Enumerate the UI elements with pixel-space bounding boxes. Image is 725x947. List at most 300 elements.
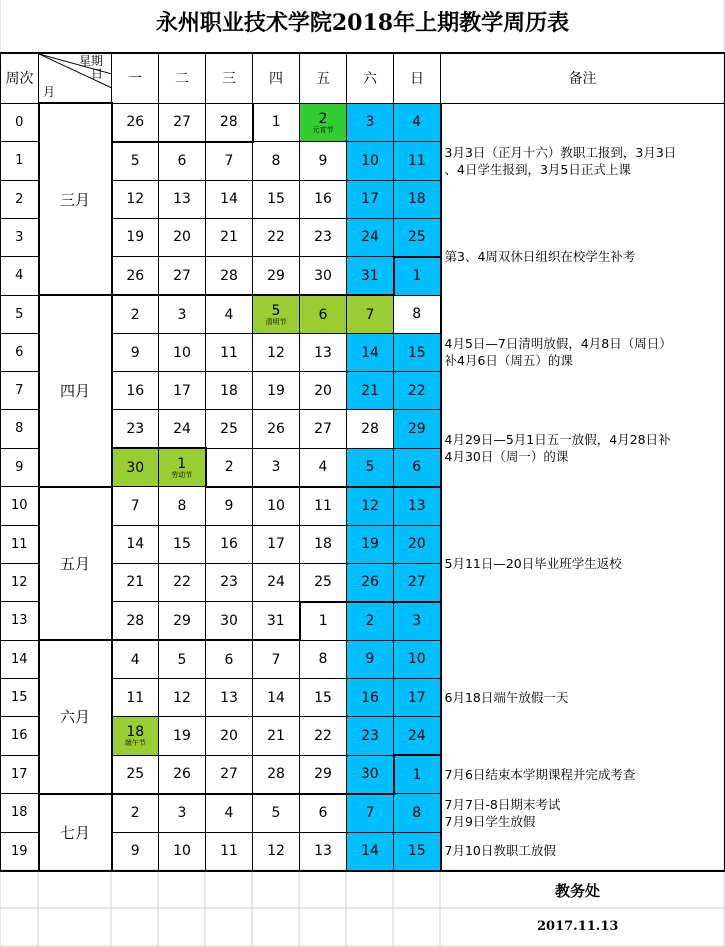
day-number: 29 <box>267 267 285 284</box>
day-number: 8 <box>177 497 187 514</box>
day-number: 28 <box>220 267 238 284</box>
day-header-mon: 一 <box>112 53 159 103</box>
day-cell-fri <box>300 410 347 449</box>
day-cell-tue <box>159 832 206 871</box>
day-number: 13 <box>220 689 238 706</box>
day-cell-tue <box>159 563 206 602</box>
calendar-table <box>0 52 725 872</box>
day-cell-thu <box>253 602 300 641</box>
day-cell-sat <box>347 372 394 410</box>
day-number: 15 <box>407 843 426 859</box>
day-header-sat: 六 <box>347 53 394 103</box>
day-number: 29 <box>173 612 191 629</box>
day-header-sun: 日 <box>394 53 441 103</box>
day-number: 1 <box>271 114 281 131</box>
day-number: 22 <box>173 574 191 591</box>
day-number: 8 <box>412 804 422 821</box>
day-number: 14 <box>220 191 238 207</box>
day-cell-tue <box>159 794 206 833</box>
day-number: 20 <box>314 382 332 399</box>
day-number: 2 <box>130 805 140 821</box>
day-number: 5 <box>271 303 281 319</box>
day-cell-sun <box>394 602 441 641</box>
month-label: 七月 <box>39 794 112 871</box>
day-cell-sat <box>347 103 394 142</box>
day-cell-sun <box>394 334 441 372</box>
day-cell-mon <box>112 487 159 526</box>
day-number: 26 <box>173 766 191 782</box>
day-number: 24 <box>173 420 191 437</box>
day-cell-sat <box>347 717 394 756</box>
day-number: 19 <box>267 382 285 399</box>
remarks-header: 备注 <box>441 53 725 103</box>
remark-line: 4月5日—7日清明放假，4月8日（周日） <box>444 336 672 352</box>
day-number: 12 <box>126 191 145 207</box>
week-number: 2 <box>1 180 39 218</box>
day-number: 2 <box>130 306 140 323</box>
day-number: 9 <box>318 152 328 169</box>
day-cell-fri <box>300 640 347 679</box>
day-number: 10 <box>361 152 379 169</box>
day-cell-tue <box>159 257 206 296</box>
day-number: 27 <box>173 114 191 130</box>
day-number: 21 <box>126 574 145 591</box>
day-cell-sun <box>394 640 441 679</box>
week-number: 16 <box>1 717 39 756</box>
day-number: 16 <box>314 191 332 207</box>
day-number: 2 <box>365 613 375 629</box>
remark-cell <box>441 794 725 833</box>
day-cell-mon <box>112 142 159 181</box>
day-number: 25 <box>314 574 332 590</box>
day-cell-sat <box>347 257 394 296</box>
day-number: 24 <box>267 574 285 591</box>
day-number: 31 <box>266 612 285 629</box>
day-cell-tue <box>159 487 206 526</box>
day-cell-sun <box>394 103 441 142</box>
day-cell-sun <box>394 142 441 181</box>
month-label: 六月 <box>39 640 112 794</box>
day-cell-fri <box>300 257 347 296</box>
remark-line: 3月3日（正月十六）教职工报到，3月3日 <box>444 144 677 160</box>
day-number: 4 <box>224 805 234 821</box>
day-cell-thu <box>253 103 300 142</box>
day-number: 7 <box>365 306 375 323</box>
week-number: 0 <box>1 103 39 142</box>
day-cell-tue <box>159 525 206 563</box>
day-cell-tue <box>159 410 206 449</box>
day-cell-fri <box>300 142 347 181</box>
festival-label: 端午节 <box>124 739 146 748</box>
day-cell-fri <box>300 602 347 641</box>
day-number: 25 <box>126 766 145 782</box>
day-cell-fri <box>300 679 347 717</box>
remark-line: 4月29日—5月1日五一放假，4月28日补 <box>444 432 671 447</box>
day-number: 7 <box>224 153 234 169</box>
day-header-thu: 四 <box>253 53 300 103</box>
day-cell-wed <box>206 794 253 833</box>
day-number: 18 <box>220 382 238 399</box>
day-cell-sun <box>394 257 441 296</box>
day-number: 12 <box>267 344 285 361</box>
week-number: 3 <box>1 218 39 257</box>
day-number: 23 <box>220 574 238 591</box>
day-cell-sun <box>394 448 441 487</box>
page-title: 永州职业技术学院2018年上期教学周历表 <box>155 10 570 36</box>
day-number: 3 <box>365 114 375 131</box>
day-cell-wed <box>206 410 253 449</box>
day-number: 4 <box>224 306 234 323</box>
day-cell-sun <box>394 717 441 756</box>
remark-cell <box>441 832 725 871</box>
day-number: 20 <box>407 536 426 552</box>
day-cell-mon <box>112 525 159 563</box>
day-number: 24 <box>361 229 379 246</box>
day-number: 3 <box>177 306 187 323</box>
day-cell-sun <box>394 180 441 218</box>
day-number: 27 <box>220 766 238 782</box>
day-number: 9 <box>130 843 140 859</box>
issue-date: 2017.11.13 <box>537 919 619 934</box>
day-number: 25 <box>220 420 238 437</box>
day-number: 17 <box>407 689 426 706</box>
day-cell-thu <box>253 487 300 526</box>
corner-label-day: 日 <box>91 67 104 81</box>
day-number: 23 <box>314 229 332 246</box>
corner-label-month: 月 <box>43 85 56 99</box>
day-number: 11 <box>126 689 145 706</box>
day-number: 6 <box>177 153 187 169</box>
day-number: 13 <box>173 191 191 207</box>
day-cell-thu <box>253 410 300 449</box>
day-number: 17 <box>173 382 191 399</box>
day-number: 5 <box>177 651 187 668</box>
day-cell-tue <box>159 295 206 334</box>
day-number: 31 <box>360 267 379 284</box>
day-number: 14 <box>267 689 285 706</box>
day-number: 28 <box>219 114 238 130</box>
week-row <box>1 103 725 142</box>
day-cell-sat <box>347 218 394 257</box>
day-cell-fri <box>300 103 347 142</box>
day-cell-wed <box>206 755 253 794</box>
day-cell-tue <box>159 602 206 641</box>
day-cell-sat <box>347 334 394 372</box>
day-cell-wed <box>206 717 253 756</box>
day-number: 10 <box>407 651 426 668</box>
day-cell-mon <box>112 563 159 602</box>
remark-cell <box>441 103 725 218</box>
week-col-header: 周次 <box>1 53 39 103</box>
day-cell-sat <box>347 679 394 717</box>
day-cell-thu <box>253 563 300 602</box>
day-number: 26 <box>126 267 145 284</box>
day-number: 7 <box>365 805 375 821</box>
day-number: 6 <box>224 651 234 668</box>
remark-line: 7月7日-8日期末考试 <box>444 796 561 812</box>
day-cell-thu <box>253 525 300 563</box>
day-number: 8 <box>318 651 328 668</box>
day-cell-sat <box>347 832 394 871</box>
day-cell-thu <box>253 755 300 794</box>
header-row <box>1 53 725 103</box>
day-number: 3 <box>177 805 187 821</box>
day-cell-sat <box>347 602 394 641</box>
day-cell-fri <box>300 448 347 487</box>
week-number: 12 <box>1 563 39 602</box>
festival-label: 元宵节 <box>312 125 334 134</box>
day-number: 16 <box>361 689 379 706</box>
day-number: 28 <box>267 766 285 782</box>
day-cell-sun <box>394 372 441 410</box>
day-cell-sun <box>394 794 441 833</box>
day-number: 30 <box>314 267 332 284</box>
day-cell-sat <box>347 563 394 602</box>
day-number: 13 <box>314 843 332 859</box>
day-number: 4 <box>318 459 328 475</box>
day-cell-thu <box>253 832 300 871</box>
day-number: 29 <box>314 766 332 782</box>
day-cell-tue <box>159 372 206 410</box>
week-number: 13 <box>1 602 39 641</box>
day-number: 9 <box>224 498 234 514</box>
day-number: 10 <box>173 344 191 361</box>
day-number: 28 <box>126 612 145 629</box>
day-number: 12 <box>361 498 379 514</box>
day-number: 27 <box>173 267 191 284</box>
week-number: 11 <box>1 525 39 563</box>
day-cell-thu <box>253 448 300 487</box>
day-cell-wed <box>206 334 253 372</box>
day-number: 21 <box>361 382 379 399</box>
day-number: 2 <box>318 110 328 127</box>
day-number: 20 <box>173 229 191 246</box>
day-cell-wed <box>206 602 253 641</box>
day-cell-thu <box>253 142 300 181</box>
day-cell-sun <box>394 410 441 449</box>
day-cell-mon <box>112 755 159 794</box>
day-cell-fri <box>300 218 347 257</box>
day-cell-thu <box>253 257 300 296</box>
week-number: 10 <box>1 487 39 526</box>
day-cell-thu <box>253 679 300 717</box>
day-cell-tue <box>159 334 206 372</box>
day-cell-tue <box>159 640 206 679</box>
day-cell-mon <box>112 832 159 871</box>
day-number: 19 <box>361 536 379 552</box>
day-number: 3 <box>271 459 281 475</box>
day-cell-fri <box>300 372 347 410</box>
day-cell-wed <box>206 832 253 871</box>
day-number: 12 <box>173 689 191 706</box>
remark-cell <box>441 295 725 410</box>
day-number: 16 <box>220 536 238 552</box>
day-header-fri: 五 <box>300 53 347 103</box>
day-cell-sat <box>347 448 394 487</box>
day-cell-mon <box>112 372 159 410</box>
day-cell-sun <box>394 218 441 257</box>
day-cell-wed <box>206 679 253 717</box>
day-number: 5 <box>365 459 375 475</box>
day-number: 18 <box>407 191 426 207</box>
day-cell-wed <box>206 295 253 334</box>
remark-line: 5月11日—20日毕业班学生返校 <box>444 555 622 571</box>
remark-line: 6月18日端午放假一天 <box>444 690 569 705</box>
week-row <box>1 794 725 833</box>
day-cell-sun <box>394 832 441 871</box>
day-cell-fri <box>300 563 347 602</box>
day-cell-fri <box>300 180 347 218</box>
day-cell-wed <box>206 563 253 602</box>
day-number: 2 <box>224 459 234 475</box>
corner-label-weekday: 星期 <box>79 54 104 68</box>
day-cell-sun <box>394 487 441 526</box>
day-cell-mon <box>112 794 159 833</box>
day-cell-mon <box>112 334 159 372</box>
day-cell-thu <box>253 717 300 756</box>
day-cell-thu <box>253 794 300 833</box>
week-number: 15 <box>1 679 39 717</box>
day-number: 18 <box>314 536 332 552</box>
day-cell-thu <box>253 334 300 372</box>
month-label: 四月 <box>39 295 112 487</box>
day-number: 1 <box>412 268 422 284</box>
remark-line: 7月10日教职工放假 <box>444 843 556 859</box>
day-cell-wed <box>206 640 253 679</box>
day-cell-fri <box>300 794 347 833</box>
day-number: 30 <box>360 766 379 782</box>
week-number: 14 <box>1 640 39 679</box>
day-number: 7 <box>271 651 281 668</box>
day-number: 5 <box>130 153 140 169</box>
day-cell-wed <box>206 142 253 181</box>
day-number: 22 <box>267 229 285 246</box>
day-cell-wed <box>206 180 253 218</box>
day-cell-mon <box>112 602 159 641</box>
day-cell-sat <box>347 180 394 218</box>
day-number: 21 <box>220 229 238 246</box>
day-number: 21 <box>267 727 285 744</box>
day-number: 29 <box>407 420 426 437</box>
day-cell-fri <box>300 487 347 526</box>
week-number: 6 <box>1 334 39 372</box>
day-number: 15 <box>173 536 191 552</box>
day-number: 26 <box>361 574 379 590</box>
day-number: 23 <box>361 727 379 744</box>
remark-line: 补4月6日（周五）的课 <box>444 353 573 369</box>
day-header-wed: 三 <box>206 53 253 103</box>
day-number: 6 <box>412 459 422 475</box>
day-cell-mon <box>112 103 159 142</box>
day-number: 11 <box>220 344 238 361</box>
day-cell-wed <box>206 525 253 563</box>
day-number: 12 <box>267 843 285 859</box>
month-day-corner-header <box>39 53 112 103</box>
day-cell-tue <box>159 448 206 487</box>
week-row <box>1 487 725 526</box>
day-cell-fri <box>300 295 347 334</box>
day-number: 11 <box>314 498 332 514</box>
day-cell-sat <box>347 410 394 449</box>
day-cell-mon <box>112 257 159 296</box>
day-cell-tue <box>159 679 206 717</box>
day-cell-sun <box>394 525 441 563</box>
day-cell-fri <box>300 755 347 794</box>
day-number: 26 <box>126 114 145 130</box>
day-number: 15 <box>267 191 285 207</box>
day-cell-sun <box>394 563 441 602</box>
day-number: 22 <box>314 727 332 744</box>
remark-cell <box>441 410 725 487</box>
week-number: 9 <box>1 448 39 487</box>
day-number: 27 <box>314 420 332 437</box>
day-cell-tue <box>159 218 206 257</box>
issuing-office: 教务处 <box>555 882 601 900</box>
day-number: 16 <box>126 382 145 399</box>
day-number: 9 <box>130 344 140 361</box>
week-number: 7 <box>1 372 39 410</box>
day-cell-sat <box>347 755 394 794</box>
day-number: 9 <box>365 651 375 668</box>
day-number: 6 <box>318 805 328 821</box>
week-number: 17 <box>1 755 39 794</box>
day-number: 17 <box>267 536 285 552</box>
remark-line: 第3、4周双休日组织在校学生补考 <box>444 249 636 264</box>
day-number: 15 <box>314 689 332 706</box>
day-number: 7 <box>130 497 140 514</box>
day-cell-mon <box>112 218 159 257</box>
day-number: 20 <box>220 727 238 744</box>
day-number: 19 <box>173 727 191 744</box>
day-cell-tue <box>159 103 206 142</box>
month-label: 三月 <box>39 103 112 295</box>
day-cell-fri <box>300 525 347 563</box>
day-number: 6 <box>318 306 328 323</box>
day-number: 11 <box>407 152 426 169</box>
remark-line: 7月6日结束本学期课程并完成考查 <box>444 766 636 782</box>
day-number: 28 <box>361 420 379 437</box>
day-number: 11 <box>220 843 238 859</box>
day-cell-mon <box>112 640 159 679</box>
day-number: 18 <box>126 724 145 741</box>
week-number: 8 <box>1 410 39 449</box>
day-cell-fri <box>300 832 347 871</box>
day-cell-wed <box>206 448 253 487</box>
remark-cell <box>441 218 725 295</box>
day-cell-tue <box>159 180 206 218</box>
day-header-tue: 二 <box>159 53 206 103</box>
day-cell-thu <box>253 180 300 218</box>
remark-line: 7月9日学生放假 <box>444 813 536 829</box>
day-number: 22 <box>407 382 426 399</box>
day-number: 14 <box>361 344 379 361</box>
festival-label: 清明节 <box>265 318 287 326</box>
remark-line: 、4日学生报到，3月5日正式上课 <box>444 161 631 177</box>
day-number: 23 <box>126 420 145 437</box>
day-number: 13 <box>314 344 332 361</box>
day-number: 15 <box>407 344 426 361</box>
day-cell-fri <box>300 717 347 756</box>
day-cell-mon <box>112 410 159 449</box>
day-cell-wed <box>206 257 253 296</box>
day-number: 19 <box>126 229 145 246</box>
day-number: 4 <box>412 114 422 131</box>
remark-line: 4月30日（周一）的课 <box>444 449 569 464</box>
day-cell-sat <box>347 487 394 526</box>
remark-cell <box>441 487 725 641</box>
day-cell-sat <box>347 794 394 833</box>
day-cell-wed <box>206 372 253 410</box>
